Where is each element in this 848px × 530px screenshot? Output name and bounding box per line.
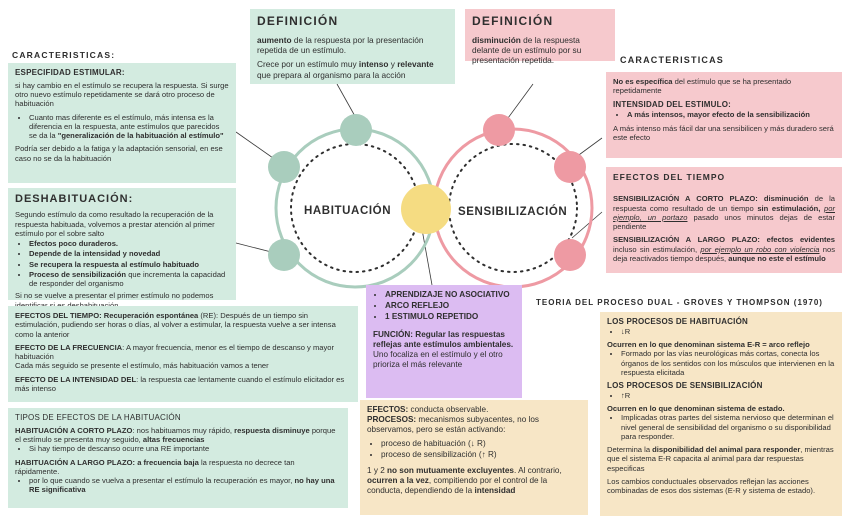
card-title: EFECTOS DEL TIEMPO [613, 172, 726, 182]
list-item: • 1 ESTIMULO REPETIDO [385, 312, 515, 322]
card-text: SENSIBILIZACIÓN A CORTO PLAZO: disminución de la respuesta como resultado de un tiempo sin estimulación, por ejemplo, un portazo pasado unos minutos dejas de estar pendiente [613, 194, 836, 232]
card-text: No es específica del estímulo que se ha presentado repetidamente [613, 77, 792, 96]
definicion-habituacion-card [250, 9, 455, 84]
habituacion-node-upper-left [268, 151, 300, 183]
card-title: TIPOS DE EFECTOS DE LA HABITUACIÓN [15, 413, 181, 422]
definicion-title: DEFINICIÓN [472, 14, 554, 28]
habituacion-node-top [340, 114, 372, 146]
list-item: • por lo que cuando se vuelva a presentar el estímulo la recuperación es mayor, no hay una RE significativa [29, 476, 341, 495]
card-text: PROCESOS: mecanismos subyacentes, no los observamos, pero se están activando: [367, 415, 540, 434]
card-text: Los cambios conductuales observados reflejan las acciones combinadas de esos dos sistemas (E-R y sistema de estado). [607, 476, 816, 495]
funcion-card [366, 285, 522, 398]
card-title: LOS PROCESOS DE HABITUACIÓN [607, 317, 748, 326]
list-item: • proceso de habituación (↓ R) [381, 439, 581, 449]
deshabituacion-card [8, 188, 236, 300]
list-item: • proceso de sensibilización (↑ R) [381, 450, 581, 460]
efectos-habituacion-card [8, 306, 358, 402]
connector-line [508, 84, 533, 118]
habituacion-label: HABITUACIÓN [304, 205, 392, 217]
card-text: A más intenso más fácil dar una sensibilicen y más duradero será este efecto [613, 123, 834, 142]
card-title: ESPECIFIDAD ESTIMULAR: [15, 68, 125, 77]
card-text: 1 y 2 no son mutuamente excluyentes. Al contrario, ocurren a la vez, compitiendo por el control de la conducta, dependiendo de la intensidad [367, 466, 562, 495]
list-item: • Se recupera la respuesta al estímulo habituado [29, 260, 229, 269]
caracteristicas-left-heading: CARACTERISTICAS: [12, 50, 116, 60]
card-text: Determina la disponibilidad del animal para responder, mientras que el sistema E-R capacita al animal para dar respuestas especificas [607, 445, 834, 473]
card-title: LOS PROCESOS DE SENSIBILIZACIÓN [607, 381, 763, 390]
card-text: Si no se vuelve a presentar el primer estímulo no podemos [15, 291, 214, 301]
caracteristicas-sensibilizacion-card [606, 72, 842, 158]
caracteristicas-right-heading: CARACTERISTICAS [620, 55, 725, 65]
list-item: • Efectos poco duraderos. [29, 239, 229, 248]
sensibilizacion-label: SENSIBILIZACIÓN [458, 206, 568, 218]
tipos-efectos-card [8, 408, 348, 508]
list-item: • Implicadas otras partes del sistema nervioso que determinan el nivel general de sensibilidad del organismo o su disponibilidad para responder. [621, 413, 835, 441]
proceso-dual-heading: TEORIA DEL PROCESO DUAL - GROVES Y THOMPSON (1970) [536, 298, 823, 307]
list-item: • APRENDIZAJE NO ASOCIATIVO [385, 290, 515, 300]
habituacion-node-lower-left [268, 239, 300, 271]
list-item: • ↓R [621, 327, 835, 336]
center-node [401, 184, 451, 234]
card-text: FUNCIÓN: Regular las respuestas reflejas ante estímulos ambientales. Uno focaliza en el estímulo y el otro prioriza el más relevante [373, 330, 514, 369]
card-text: SENSIBILIZACIÓN A LARGO PLAZO: efectos evidentes incluso sin estimulación, por ejemplo un robo con violencia nos deja reactivados tiempo después, aunque no este el estímulo [613, 235, 835, 263]
card-text: Cada más seguido se presente el estímulo, más habituación vamos a tener [15, 361, 269, 371]
list-item: • Depende de la intensidad y novedad [29, 249, 229, 258]
card-text: EFECTO DE LA FRECUENCIA: A mayor frecuencia, menor es el tiempo de descanso y mayor habituación [15, 342, 335, 361]
card-text: EFECTOS DEL TIEMPO: Recuperación espontánea (RE): Después de un tiempo sin estimulación, pudiendo ser horas o días, al volver a estimular, la respuesta vuelve a ser intensa como la anterior [15, 311, 336, 339]
procesos-card [360, 400, 588, 515]
sensibilizacion-node-lower-right [554, 239, 586, 271]
card-text: EFECTOS: conducta observable. [367, 405, 489, 414]
list-item: • ↑R [621, 391, 835, 400]
definicion-text: aumento de la respuesta por la presentación repetida de un estímulo. [257, 34, 424, 55]
card-text: EFECTO DE LA INTENSIDAD DEL: la respuesta cae lentamente cuando el estímulo elicitador es más intenso [15, 374, 345, 393]
definicion-title: DEFINICIÓN [257, 14, 339, 28]
card-title: DESHABITUACIÓN: [15, 193, 134, 205]
card-text: HABITUACIÓN A LARGO PLAZO: a frecuencia baja la respuesta no decrece tan rápidamente. [15, 457, 295, 476]
card-text: Ocurren en lo que denominan sistema de estado. [607, 404, 785, 413]
connector-line [337, 84, 356, 118]
card-text: si hay cambio en el estímulo se recupera la respuesta. Si surge otro nuevo estímulo repetidamente se dará otro proceso de habituación [15, 80, 229, 109]
proceso-dual-card [600, 312, 842, 516]
sensibilizacion-node-top [483, 114, 515, 146]
efectos-tiempo-card [606, 167, 842, 273]
definicion-text: disminución de la respuesta delante de un estímulo por su presentación repetida. [472, 34, 582, 66]
definicion-text-2: Crece por un estímulo muy intenso y relevante que prepara al organismo para la acción [257, 59, 434, 80]
list-item: • Proceso de sensibilización que incrementa la capacidad de responder del organismo [29, 270, 229, 289]
sensibilizacion-node-upper-right [554, 151, 586, 183]
card-text: Ocurren en lo que denominan sistema E-R = arco reflejo [607, 340, 810, 349]
list-item: • Formado por las vías neurológicas más cortas, conecta los órganos de los sentidos con los músculos que intervienen en la respuesta elicitada [621, 349, 835, 377]
list-item: • ARCO REFLEJO [385, 301, 515, 311]
list-item: • Cuanto mas diferente es el estímulo, más intensa es la diferencia en la respuesta, ante estímulos que parecidos se da la "generalización de la habituación al estímulo" [29, 113, 229, 141]
definicion-sensibilizacion-card [465, 9, 615, 66]
card-text: Podría ser debido a la fatiga y la adaptación sensorial, en ese caso no se da la habituación [15, 144, 223, 163]
card-text: Segundo estímulo da como resultado la recuperación de la respuesta habituada, volvemos a prestar atención al primer estímulo por el sobre salto [15, 210, 215, 238]
list-item: • Si hay tiempo de descanso ocurre una RE importante [29, 444, 341, 453]
list-item: • A más intensos, mayor efecto de la sensibilización [627, 110, 835, 119]
card-title: INTENSIDAD DEL ESTIMULO: [613, 99, 731, 109]
card-text: HABITUACIÓN A CORTO PLAZO: nos habituamos muy rápido, respuesta disminuye porque el estímulo se presenta muy seguido, altas frecuencias [15, 425, 336, 444]
caracteristicas-habituacion-card [8, 63, 236, 183]
